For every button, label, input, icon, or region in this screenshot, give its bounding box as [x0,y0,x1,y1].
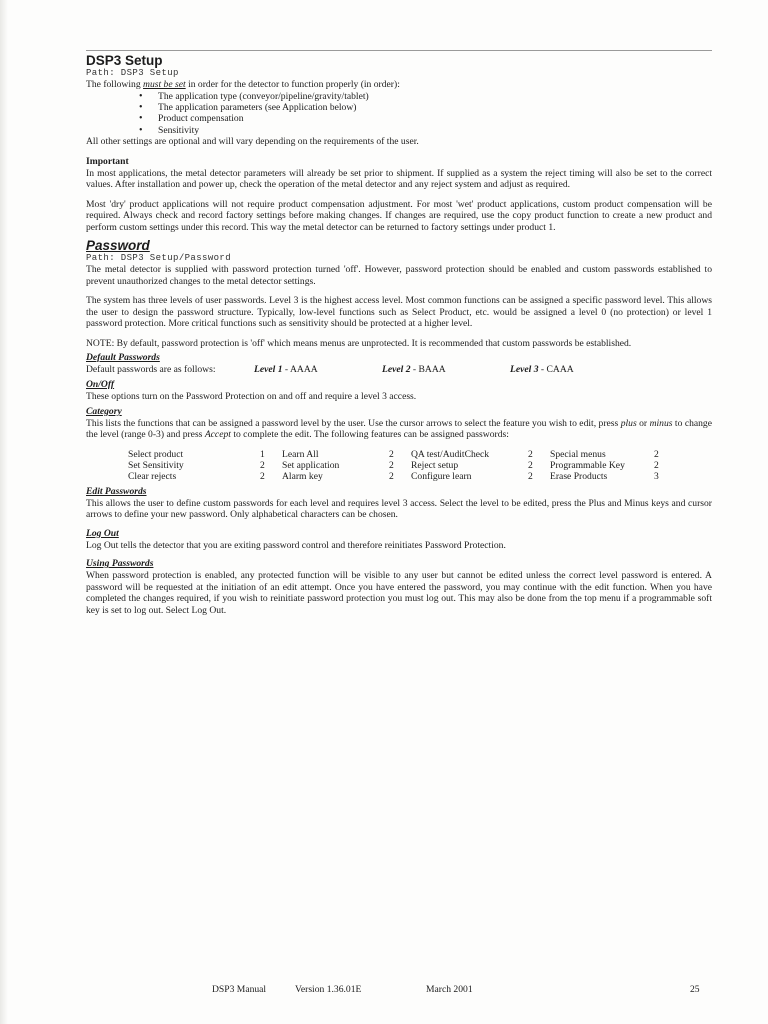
using-passwords-text: When password protection is enabled, any protected function will be visible to any user but cannot be edited unless the correct level password is entered. A password will be requested at the initiation of an edit attempt. Once you have entered the password, you may continue with the edit function. When you have completed the changes required, if you wish to reinitiate password protection you must log out. This may also be done from the top menu if a programmable soft key is set to log out. Select Log Out. [86,570,712,616]
feature-name: Set Sensitivity [128,459,184,471]
page-number: 25 [690,984,700,995]
password-section-title: Password [86,238,150,254]
feature-level: 2 [389,448,394,460]
log-out-heading: Log Out [86,527,119,539]
log-out-text: Log Out tells the detector that you are exiting password control and therefore reinitiates Password Protection. [86,539,506,551]
category-text: This lists the functions that can be assigned a password level by the user. Use the cursor arrows to select the feature you wish to edit, press plus or minus to change the level (range 0-3) and press Accept to complete the edit. The following features can be assigned passwords: [86,417,712,441]
feature-name: Clear rejects [128,470,177,482]
feature-name: Learn All [282,448,319,460]
feature-level: 3 [654,470,659,482]
important-heading: Important [86,155,129,167]
feature-name: Select product [128,448,184,460]
feature-level: 2 [528,448,533,460]
feature-name: Erase Products [550,470,608,482]
table-row [128,449,659,460]
feature-level: 2 [654,448,659,460]
document-page [86,50,712,616]
setup-path: Path: DSP3 Setup [86,68,179,78]
list-item: • The application type (conveyor/pipeline/gravity/tablet) [139,91,712,102]
password-paragraph-1: The metal detector is supplied with password protection turned 'off'. However, password protection should be enabled and custom passwords established to prevent unauthorized changes to the metal detector settings. [86,264,712,287]
edit-passwords-text: This allows the user to define custom passwords for each level and requires level 3 access. Select the level to be edited, press the Plus and Minus keys and cursor arrows to define your new password. Only alphabetical characters can be chosen. [86,497,712,521]
feature-name: Reject setup [411,459,459,471]
password-paragraph-2: The system has three levels of user passwords. Level 3 is the highest access level. Most common functions can be assigned a specific password level. This allows the user to design the password structure. Typically, low-level functions such as Select Product, etc. would be assigned a level 0 (no protection) or level 1 password protection. More critical functions such as sensitivity should be protected at a higher level. [86,295,712,330]
optional-settings-text: All other settings are optional and will vary depending on the requirements of the user. [86,136,419,148]
feature-level: 2 [389,459,394,471]
on-off-text: These options turn on the Password Protection on and off and require a level 3 access. [86,391,417,403]
footer-date: March 2001 [426,984,473,995]
edit-passwords-heading: Edit Passwords [86,485,147,497]
important-paragraph-1: In most applications, the metal detector parameters will already be set prior to shipment. If supplied as a system the reject timing will also be set to the correct values. After installation and power up, check the operation of the metal detector and any reject system and adjust as required. [86,167,712,191]
list-item: • Product compensation [139,113,712,124]
feature-level: 2 [260,459,265,471]
level-3-password: Level 3 - CAAA [510,364,574,376]
using-passwords-heading: Using Passwords [86,558,154,570]
category-heading: Category [86,405,122,417]
level-1-password: Level 1 - AAAA [254,364,318,376]
footer-version: Version 1.36.01E [295,984,362,995]
list-item: • The application parameters (see Application below) [139,102,712,113]
intro-text: The following must be set in order for the detector to function properly (in order): [86,79,400,90]
feature-level: 2 [260,470,265,482]
feature-levels-table [128,449,659,482]
list-item: • Sensitivity [139,125,712,136]
header-rule [86,50,712,51]
important-paragraph-2: Most 'dry' product applications will not require product compensation adjustment. For most 'wet' product applications, custom product compensation will be required. Always check and record factory settings before making changes. If changes are required, use the copy product function to create a new product and perform custom settings under this record. This way the metal detector can be returned to factory settings under product 1. [86,198,712,233]
password-path: Path: DSP3 Setup/Password [86,253,232,264]
level-2-password: Level 2 - BAAA [382,364,446,376]
default-passwords-heading: Default Passwords [86,352,160,364]
default-passwords-row [86,364,712,376]
page-title: DSP3 Setup [86,53,163,68]
feature-level: 1 [260,448,265,460]
required-settings-list [86,91,712,137]
default-passwords-text: Default passwords are as follows: [86,364,216,376]
page-edge-shadow [0,0,8,1024]
feature-name: Special menus [550,448,606,460]
default-off-note: NOTE: By default, password protection is 'off' which means menus are unprotected. It is recommended that custom passwords be established. [86,337,632,349]
table-row [128,471,659,482]
feature-level: 2 [654,459,659,471]
feature-name: Programmable Key [550,459,625,471]
on-off-heading: On/Off [86,379,115,391]
feature-name: QA test/AuditCheck [411,448,490,460]
table-row [128,460,659,471]
feature-name: Set application [282,459,340,471]
feature-level: 2 [528,459,533,471]
feature-name: Configure learn [411,470,472,482]
feature-level: 2 [528,470,533,482]
feature-name: Alarm key [282,470,323,482]
feature-level: 2 [389,470,394,482]
footer-manual-name: DSP3 Manual [212,984,267,995]
